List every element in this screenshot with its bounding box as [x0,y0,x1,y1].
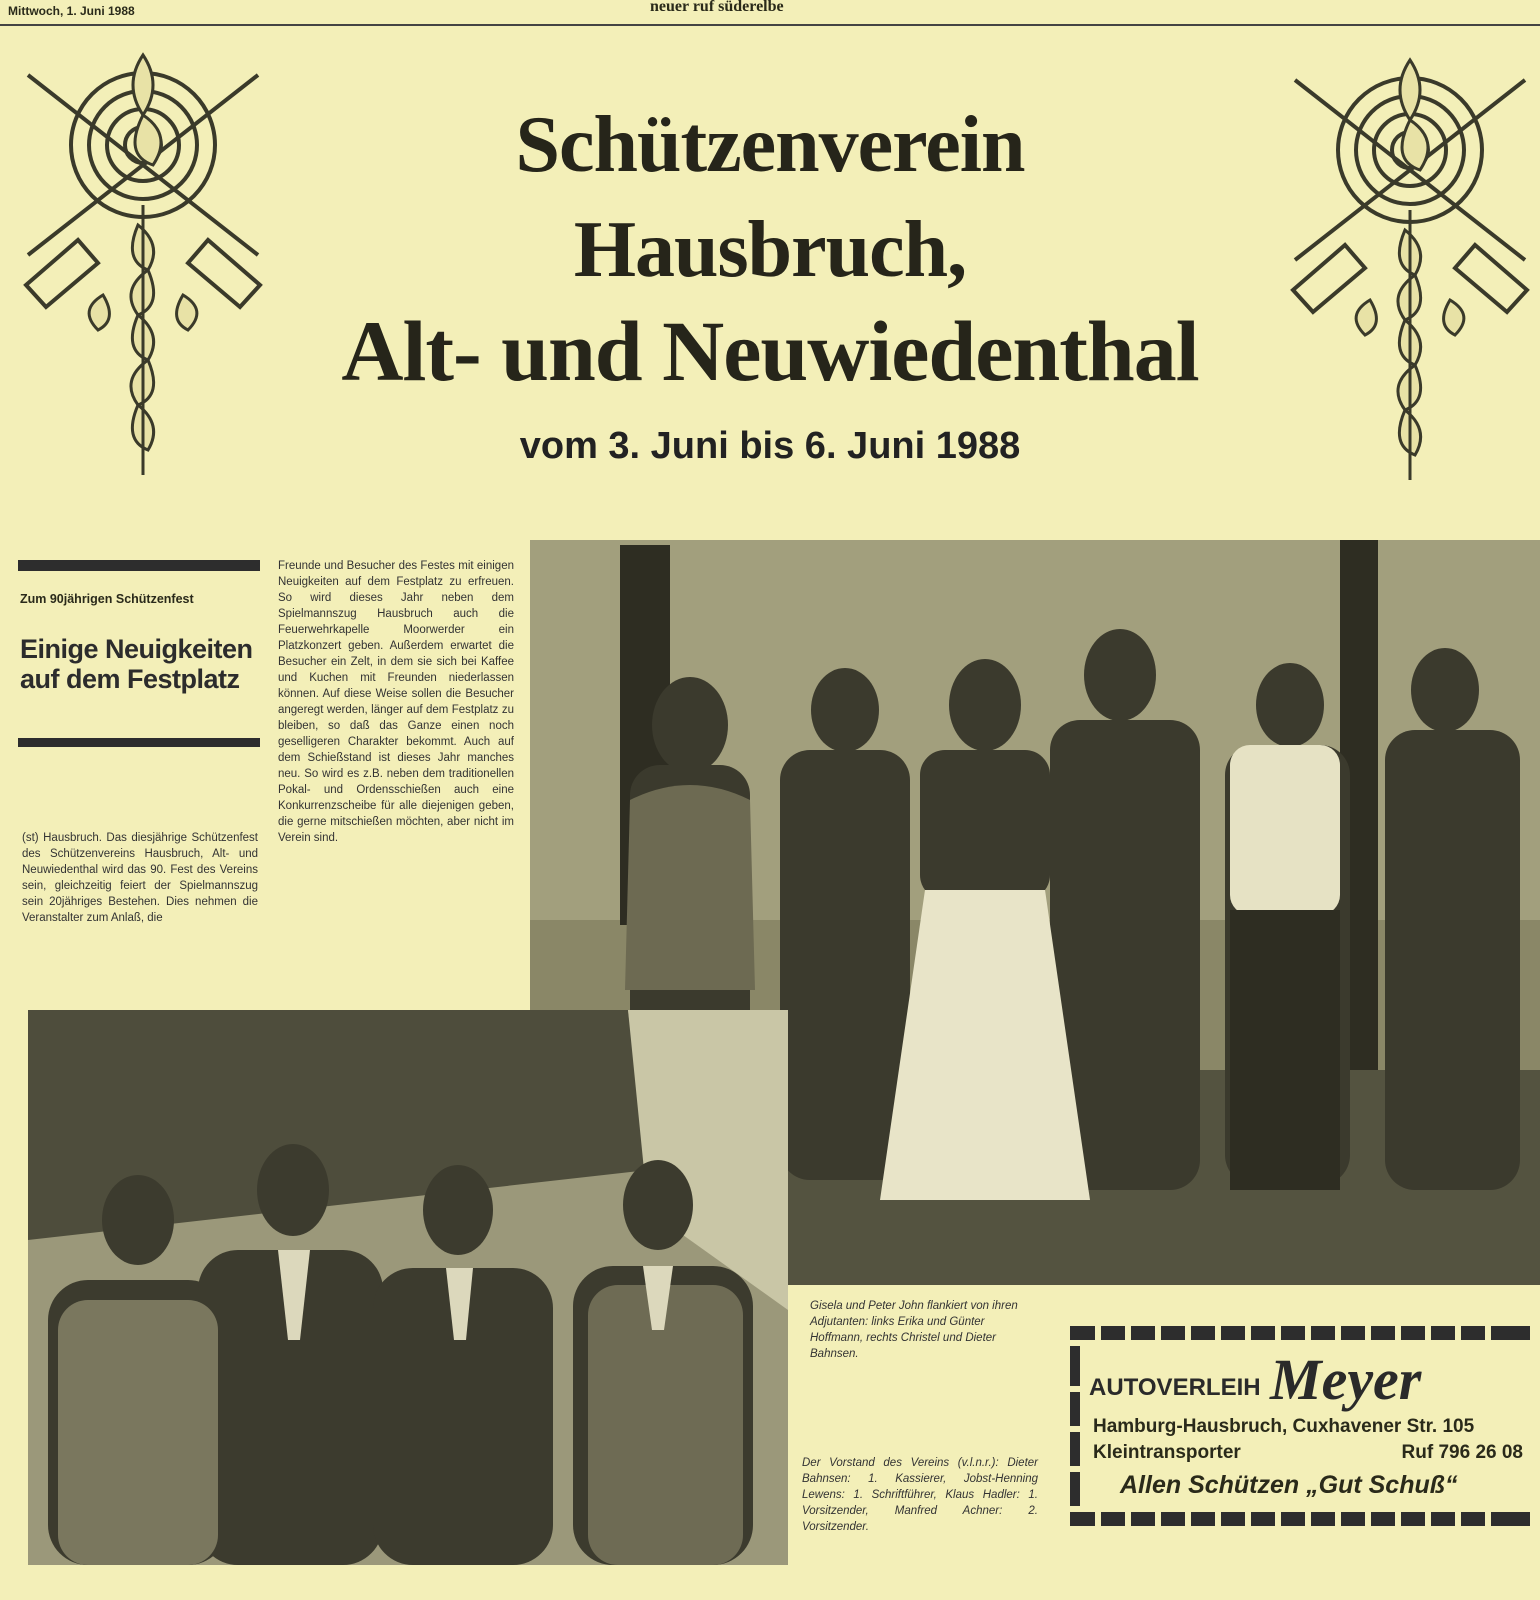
main-title-line-3: Alt- und Neuwiedenthal [341,303,1199,399]
article-kicker: Zum 90jährigen Schützenfest [20,592,194,606]
autoverleih-ad [1065,1326,1535,1526]
photo1-caption: Gisela und Peter John flankiert von ihren Adjutanten: links Erika und Günter Hoffmann, rechts Christel und Dieter Bahnsen. [810,1300,1018,1360]
ad-service: Kleintransporter [1093,1442,1241,1463]
ad-title: AUTOVERLEIH [1089,1374,1261,1401]
article-rule-bottom [18,738,260,747]
main-title-line-1: Schützenverein [515,101,1025,189]
article-rule-top [18,560,260,571]
photo-board-members [28,1010,788,1565]
target-rifles-oak-emblem-icon [1285,50,1535,520]
ad-brand-logo: Meyer [1270,1347,1422,1412]
issue-date: Mittwoch, 1. Juni 1988 [8,4,135,18]
event-dates: vom 3. Juni bis 6. Juni 1988 [519,425,1021,467]
article-headline: Einige Neuigkeiten auf dem Festplatz [20,634,253,694]
ad-slogan: Allen Schützen „Gut Schuß“ [1120,1471,1458,1499]
ad-address: Hamburg-Hausbruch, Cuxhavener Str. 105 [1093,1416,1475,1437]
main-title-line-2: Hausbruch, [573,206,967,294]
article-column-1: (st) Hausbruch. Das diesjährige Schützenfest des Schützenvereins Hausbruch, Alt- und Neuwiedenthal wird das 90. Fest des Vereins sein, gleichzeitig feiert der Spielmannszug sein 20jähriges Bestehen. Dies nehmen die Veranstalter zum Anlaß, die [22,832,258,924]
photo2-caption: Der Vorstand des Vereins (v.l.n.r.): Dieter Bahnsen: 1. Kassierer, Jobst-Henning Lewens: 1. Schriftführer, Klaus Hadler: 1. Vorsitzender, Manfred Achner: 2. Vorsitzender. [802,1457,1038,1533]
article-column-2: Freunde und Besucher des Festes mit einigen Neuigkeiten auf dem Festplatz zu erfreuen. So wird dieses Jahr neben dem Spielmannszug Hausbruch auch die Feuerwehrkapelle Moorwerder ein Platzkonzert geben. Außerdem erwartet die Besucher ein Zelt, in dem sie sich bei Kaffee und Kuchen mit Freunden niederlassen können. Auf diese Weise sollen die Besucher angeregt werden, länger auf dem Festplatz zu bleiben, so daß das Ganze einen noch geselligeren Charakter bekommt. Auch auf dem Schießstand ist dieses Jahr manches neu. So wird es z.B. neben dem traditionellen Pokal- und Ordensschießen auch eine Konkurrenzscheibe für alle diejenigen geben, die gerne mitschießen möchten, aber nicht im Verein sind. [278,560,514,844]
target-rifles-oak-emblem-icon [18,45,268,515]
ad-phone: Ruf 796 26 08 [1401,1442,1523,1463]
newspaper-name: neuer ruf süderelbe [650,0,784,15]
